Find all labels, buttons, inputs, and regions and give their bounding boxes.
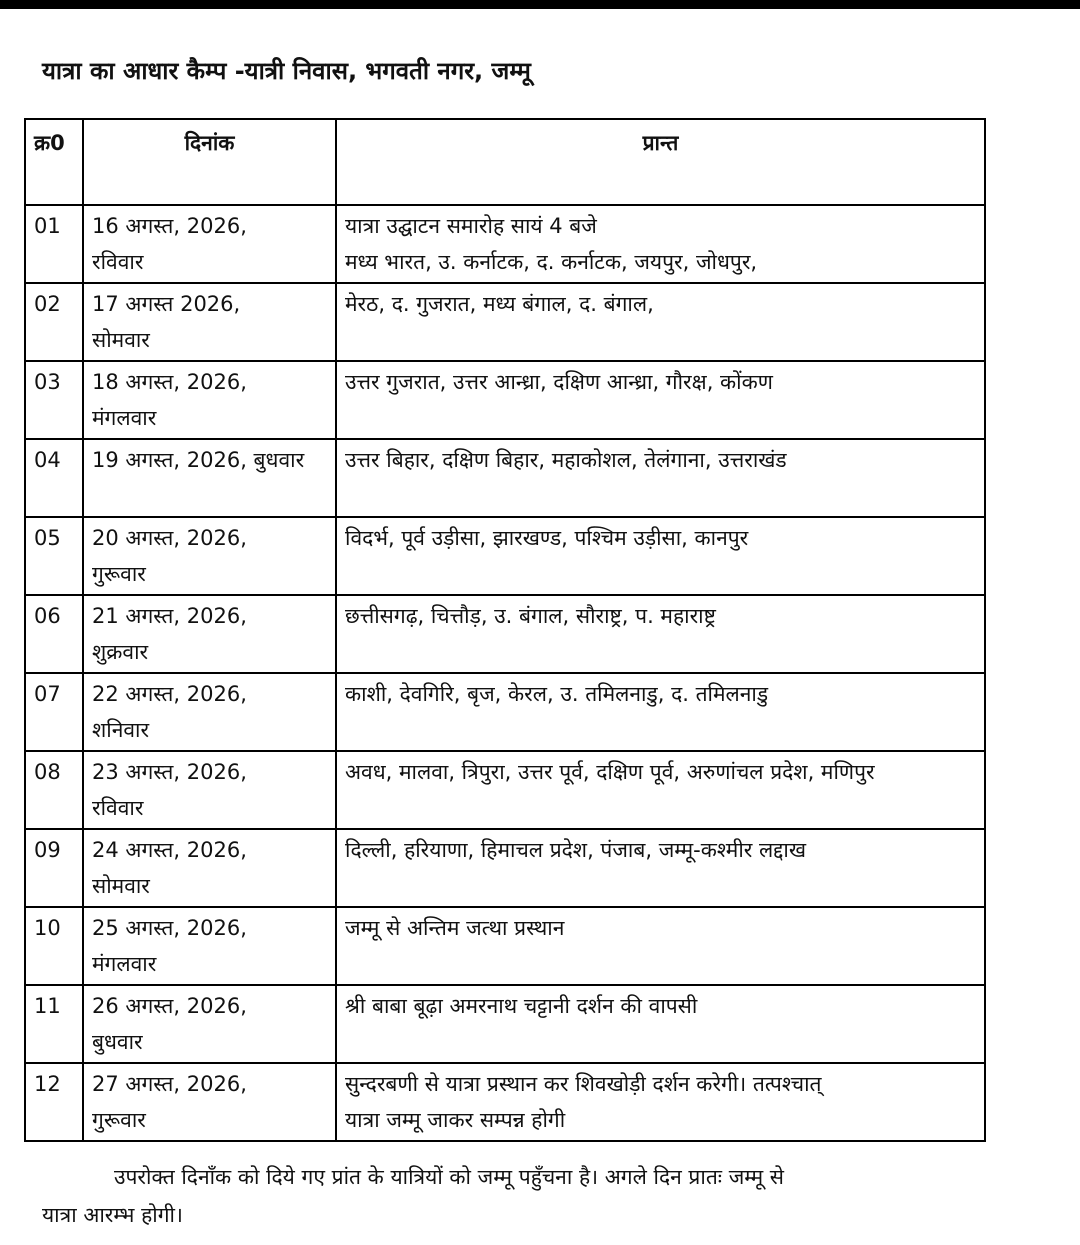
serial-number-cell: 03 (25, 361, 83, 439)
table-row (25, 283, 985, 361)
table-row (25, 673, 985, 751)
weekday-text: रविवार (92, 250, 144, 274)
date-text: 23 अगस्त, 2026, (92, 760, 247, 784)
region-line: यात्रा जम्मू जाकर सम्पन्न होगी (345, 1108, 566, 1132)
weekday-text: बुधवार (92, 1030, 143, 1054)
date-cell (83, 283, 336, 361)
region-line: उत्तर बिहार, दक्षिण बिहार, महाकोशल, तेलंगाना, उत्तराखंड (345, 448, 787, 472)
table-row (25, 907, 985, 985)
footer-line-2: यात्रा आरम्भ होगी। (42, 1203, 183, 1227)
date-text: 26 अगस्त, 2026, (92, 994, 247, 1018)
schedule-table (24, 118, 986, 1142)
date-cell (83, 751, 336, 829)
region-cell (336, 751, 985, 829)
region-cell (336, 205, 985, 283)
region-line: उत्तर गुजरात, उत्तर आन्ध्रा, दक्षिण आन्ध्रा, गौरक्ष, कोंकण (345, 370, 773, 394)
date-cell (83, 439, 336, 517)
date-text: 16 अगस्त, 2026, (92, 214, 247, 238)
date-cell (83, 361, 336, 439)
region-cell (336, 985, 985, 1063)
date-text: 19 अगस्त, 2026, बुधवार (92, 448, 305, 472)
weekday-text: शुक्रवार (92, 640, 149, 664)
date-text: 17 अगस्त 2026, (92, 292, 241, 316)
region-line: श्री बाबा बूढ़ा अमरनाथ चट्टानी दर्शन की वापसी (345, 994, 698, 1018)
serial-number-cell: 04 (25, 439, 83, 517)
header-serial: क्र0 (25, 119, 83, 205)
region-cell (336, 829, 985, 907)
header-region: प्रान्त (336, 119, 985, 205)
region-cell (336, 1063, 985, 1141)
region-cell (336, 673, 985, 751)
date-cell (83, 829, 336, 907)
weekday-text: गुरूवार (92, 562, 146, 586)
region-line: जम्मू से अन्तिम जत्था प्रस्थान (345, 916, 565, 940)
weekday-text: रविवार (92, 796, 144, 820)
weekday-text: मंगलवार (92, 952, 157, 976)
weekday-text: शनिवार (92, 718, 150, 742)
region-line: यात्रा उद्घाटन समारोह सायं 4 बजे (345, 214, 597, 238)
date-cell (83, 673, 336, 751)
region-cell (336, 907, 985, 985)
serial-number-cell: 01 (25, 205, 83, 283)
region-line: अवध, मालवा, त्रिपुरा, उत्तर पूर्व, दक्षिण पूर्व, अरुणांचल प्रदेश, मणिपुर (345, 760, 875, 784)
weekday-text: सोमवार (92, 328, 150, 352)
footer-note (42, 1158, 1064, 1234)
table-row (25, 985, 985, 1063)
serial-number-cell: 06 (25, 595, 83, 673)
table-header-row (25, 119, 985, 205)
table-row (25, 361, 985, 439)
region-line: विदर्भ, पूर्व उड़ीसा, झारखण्ड, पश्चिम उड़ीसा, कानपुर (345, 526, 749, 550)
region-line: छत्तीसगढ़, चित्तौड़, उ. बंगाल, सौराष्ट्र, प. महाराष्ट्र (345, 604, 716, 628)
weekday-text: मंगलवार (92, 406, 157, 430)
serial-number-cell: 09 (25, 829, 83, 907)
serial-number-cell: 10 (25, 907, 83, 985)
date-cell (83, 205, 336, 283)
serial-number-cell: 12 (25, 1063, 83, 1141)
region-line: मध्य भारत, उ. कर्नाटक, द. कर्नाटक, जयपुर, जोधपुर, (345, 250, 758, 274)
region-cell (336, 595, 985, 673)
date-cell (83, 1063, 336, 1141)
date-text: 21 अगस्त, 2026, (92, 604, 247, 628)
serial-number-cell: 05 (25, 517, 83, 595)
date-cell (83, 595, 336, 673)
region-cell (336, 283, 985, 361)
serial-number-cell: 07 (25, 673, 83, 751)
weekday-text: सोमवार (92, 874, 150, 898)
region-cell (336, 439, 985, 517)
header-date: दिनांक (83, 119, 336, 205)
region-line: सुन्दरबणी से यात्रा प्रस्थान कर शिवखोड़ी दर्शन करेगी। तत्पश्चात् (345, 1072, 822, 1096)
date-text: 25 अगस्त, 2026, (92, 916, 247, 940)
serial-number-cell: 02 (25, 283, 83, 361)
region-line: मेरठ, द. गुजरात, मध्य बंगाल, द. बंगाल, (345, 292, 654, 316)
date-cell (83, 907, 336, 985)
date-text: 24 अगस्त, 2026, (92, 838, 247, 862)
table-row (25, 439, 985, 517)
table-row (25, 517, 985, 595)
date-text: 22 अगस्त, 2026, (92, 682, 247, 706)
weekday-text: गुरूवार (92, 1108, 146, 1132)
date-text: 18 अगस्त, 2026, (92, 370, 247, 394)
date-cell (83, 517, 336, 595)
footer-line-1: उपरोक्त दिनाँक को दिये गए प्रांत के यात्रियों को जम्मू पहुँचना है। अगले दिन प्रातः जम्मू से (114, 1165, 785, 1189)
table-row (25, 595, 985, 673)
date-text: 20 अगस्त, 2026, (92, 526, 247, 550)
region-line: काशी, देवगिरि, बृज, केरल, उ. तमिलनाडु, द. तमिलनाडु (345, 682, 769, 706)
region-line: दिल्ली, हरियाणा, हिमाचल प्रदेश, पंजाब, जम्मू-कश्मीर लद्दाख (345, 838, 807, 862)
serial-number-cell: 08 (25, 751, 83, 829)
top-border-bar (0, 0, 1080, 9)
table-row (25, 205, 985, 283)
table-row (25, 751, 985, 829)
region-cell (336, 517, 985, 595)
date-text: 27 अगस्त, 2026, (92, 1072, 247, 1096)
serial-number-cell: 11 (25, 985, 83, 1063)
region-cell (336, 361, 985, 439)
page-title: यात्रा का आधार कैम्प -यात्री निवास, भगवती नगर, जम्मू (42, 57, 531, 85)
table-row (25, 829, 985, 907)
date-cell (83, 985, 336, 1063)
table-row (25, 1063, 985, 1141)
